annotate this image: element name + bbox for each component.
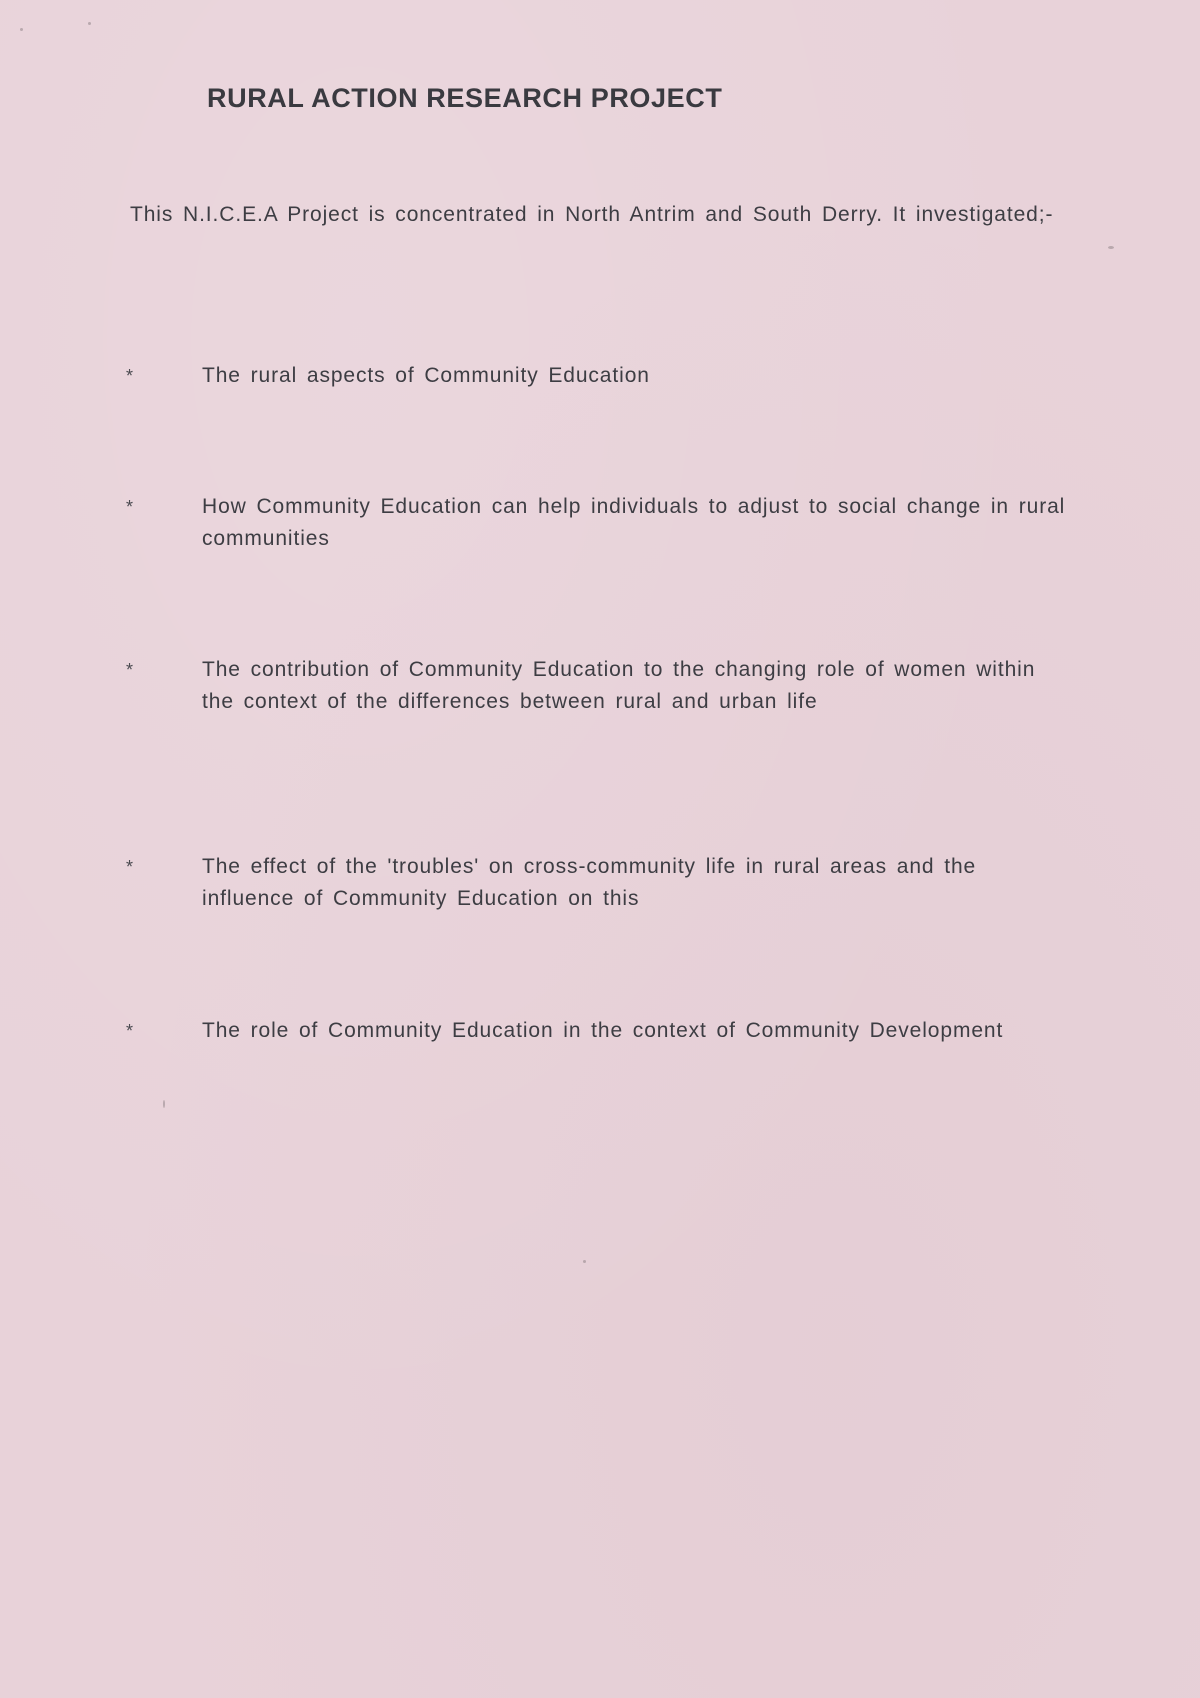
bullet-marker: * bbox=[126, 1021, 134, 1041]
page-title: RURAL ACTION RESEARCH PROJECT bbox=[207, 83, 723, 113]
paper-speck bbox=[88, 22, 91, 25]
bullet-marker: * bbox=[126, 660, 134, 680]
list-item-text: The role of Community Education in the context of Community Development bbox=[202, 1019, 1004, 1042]
paper-speck bbox=[1108, 246, 1114, 249]
bullet-marker: * bbox=[126, 857, 134, 877]
list-item-text: The rural aspects of Community Education bbox=[202, 364, 650, 387]
intro-paragraph: This N.I.C.E.A Project is concentrated in North Antrim and South Derry. It investigated;- bbox=[130, 203, 1054, 226]
list-item-text: The effect of the 'troubles' on cross-community life in rural areas and the influence of Community Education on this bbox=[202, 855, 977, 910]
bullet-marker: * bbox=[126, 497, 134, 517]
bullet-marker: * bbox=[126, 366, 134, 386]
list-item-text: How Community Education can help individuals to adjust to social change in rural communities bbox=[202, 495, 1066, 550]
paper-speck bbox=[583, 1260, 586, 1263]
paper-speck bbox=[20, 28, 23, 31]
list-item-text: The contribution of Community Education to the changing role of women within the context of the differences between rural and urban life bbox=[202, 658, 1036, 713]
paper-speck bbox=[163, 1100, 165, 1108]
